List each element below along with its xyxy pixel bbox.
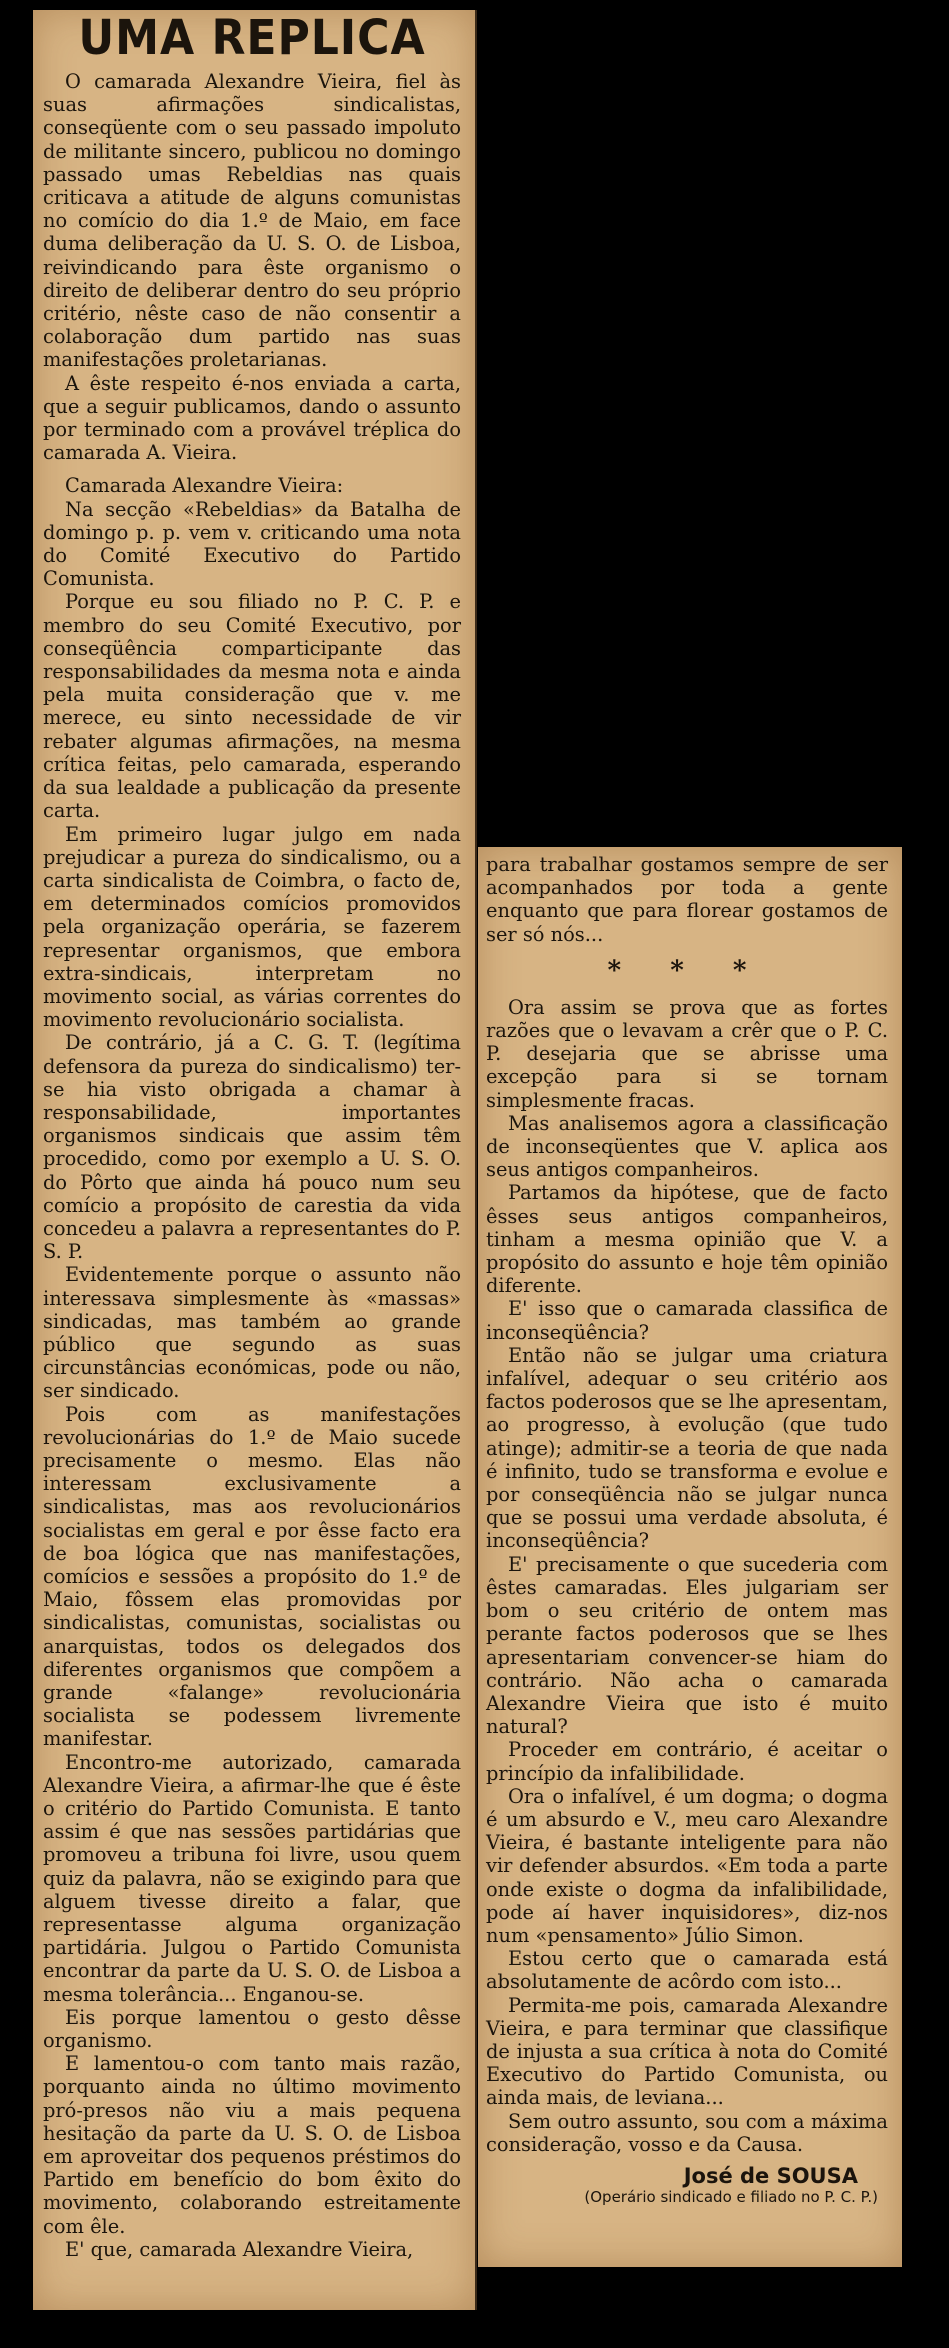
closing-paragraph: Sem outro assunto, sou com a máxima consideração, vosso e da Causa.: [486, 2109, 888, 2156]
right-column: [478, 847, 902, 2267]
letter-paragraph: E' que, camarada Alexandre Vieira,: [65, 2237, 414, 2261]
letter-paragraph: Partamos da hipótese, que de facto êsses seus antigos companheiros, tinham a mesma opinião que V. a propósito do assunto e hoje têm opinião diferente.: [486, 1181, 888, 1298]
letter-paragraph: E lamentou-o com tanto mais razão, porquanto ainda no último movimento pró-presos não viu a mais pequena hesitação da parte da U. S. O. de Lisboa em aproveitar dos pequenos préstimos do Partido em benefício do bom êxito do movimento, colaborando estreitamente com êle.: [43, 2052, 461, 2238]
letter-paragraph: Evidentemente porque o assunto não interessava simplesmente às «massas» sindicadas, mas também ao grande público que segundo as suas circunstâncias económicas, pode ou não, ser sindicado.: [43, 1263, 461, 1403]
letter-paragraph: Porque eu sou filiado no P. C. P. e membro do seu Comité Executivo, por conseqüência comparticipante das responsabilidades da mesma nota e ainda pela muita consideração que v. me merece, eu sinto necessidade de vir rebater algumas afirmações, na mesma crítica feitas, pelo camarada, esperando da sua lealdade a publicação da presente carta.: [43, 590, 461, 823]
letter-paragraph: Encontro-me autorizado, camarada Alexandre Vieira, a afirmar-lhe que é êste o critério do Partido Comunista. E tanto assim é que nas sessões partidárias que promoveu a tribuna foi livre, usou quem quiz da palavra, não se exigindo para que alguem tivesse direito a falar, que representasse alguma organização partidária. Julgou o Partido Comunista encontrar da parte da U. S. O. de Lisboa a mesma tolerância... Enganou-se.: [43, 1750, 461, 2006]
letter-paragraph: De contrário, já a C. G. T. (legítima defensora da pureza do sindicalismo) ter-se hia visto obrigada a chamar à responsabilidade, importantes organismos sindicais que assim têm procedido, como por exemplo a U. S. O. do Pôrto que ainda há pouco num seu comício a propósito de carestia da vida concedeu a palavra a representantes do P. S. P.: [43, 1031, 461, 1264]
letter-paragraph: Em primeiro lugar julgo em nada prejudicar a pureza do sindicalismo, ou a carta sindicalista de Coimbra, o facto de, em determinados comícios promovidos pela organização operária, se fazerem representar organismos, que embora extra-sindicais, interpretam no movimento social, as várias correntes do movimento revolucionário socialista.: [43, 822, 461, 1032]
section-separator: * * *: [607, 955, 767, 986]
letter-paragraph: Ora o infalível, é um dogma; o dogma é um absurdo e V., meu caro Alexandre Vieira, é bastante inteligente para não vir defender absurdos. «Em toda a parte onde existe o dogma da infalibilidade, pode aí haver inquisidores», diz-nos num «pensamento» Júlio Simon.: [486, 1784, 888, 1947]
left-column: [33, 10, 477, 2310]
signature-note: (Operário sindicado e filiado no P. C. P.): [584, 2187, 878, 2206]
letter-paragraph: E' isso que o camarada classifica de inconseqüência?: [486, 1297, 888, 1344]
letter-paragraph: E' precisamente o que sucederia com êstes camaradas. Eles julgariam ser bom o seu critério de ontem mas perante factos poderosos que se lhes apresentariam convencer-se hiam do contrário. Não acha o camarada Alexandre Vieira que isto é muito natural?: [486, 1552, 888, 1739]
letter-paragraph: Ora assim se prova que as fortes razões que o levavam a crêr que o P. C. P. desejaria que se abrisse uma excepção para si se tornam simplesmente fracas.: [486, 995, 888, 1112]
letter-paragraph: Permita-me pois, camarada Alexandre Vieira, e para terminar que classifique de injusta a sua crítica à nota do Comité Executivo do Partido Comunista, ou ainda mais, de leviana...: [486, 1993, 888, 2110]
letter-paragraph: Mas analisemos agora a classificação de inconseqüentes que V. aplica aos seus antigos companheiros.: [486, 1111, 888, 1182]
letter-paragraph: Estou certo que o camarada está absolutamente de acôrdo com isto...: [486, 1947, 888, 1994]
letter-paragraph: para trabalhar gostamos sempre de ser acompanhados por toda a gente enquanto que para florear gostamos de ser só nós...: [486, 853, 888, 946]
letter-salutation: Camarada Alexandre Vieira:: [65, 474, 344, 498]
letter-paragraph: Pois com as manifestações revolucionárias do 1.º de Maio sucede precisamente o mesmo. Elas não interessam exclusivamente a sindicalistas, mas aos revolucionários socialistas em geral e por êsse facto era de boa lógica que nas manifestações, comícios e sessões a propósito do 1.º de Maio, fôssem elas promovidas por sindicalistas, comunistas, socialistas ou anarquistas, todos os delegados dos diferentes organismos que compõem a grande «falange» revolucionária socialista se podessem livremente manifestar.: [43, 1402, 461, 1751]
letter-paragraph: Na secção «Rebeldias» da Batalha de domingo p. p. vem v. criticando uma nota do Comité Executivo do Partido Comunista.: [43, 497, 461, 591]
signature-name: José de SOUSA: [683, 2163, 858, 2188]
article-headline: UMA REPLICA: [78, 10, 426, 66]
letter-paragraph: Então não se julgar uma criatura infalível, adequar o seu critério aos factos poderosos que se lhe apresentam, ao progresso, à evolução (que tudo atinge); admitir-se a teoria de que nada é infinito, tudo se transforma e evolue e por conseqüência não se julgar nunca que se possui uma verdade absoluta, é inconseqüência?: [486, 1343, 888, 1553]
intro-paragraph: O camarada Alexandre Vieira, fiel às suas afirmações sindicalistas, conseqüente com o seu passado impoluto de militante sincero, publicou no domingo passado umas Rebeldias nas quais criticava a atitude de alguns comunistas no comício do dia 1.º de Maio, em face duma deliberação da U. S. O. de Lisboa, reivindicando para êste organismo o direito de deliberar dentro do seu próprio critério, nêste caso de não consentir a colaboração dum partido nas suas manifestações proletarianas.: [43, 70, 461, 372]
intro-paragraph: A êste respeito é-nos enviada a carta, que a seguir publicamos, dando o assunto por terminado com a provável tréplica do camarada A. Vieira.: [43, 371, 461, 465]
letter-paragraph: Proceder em contrário, é aceitar o princípio da infalibilidade.: [486, 1738, 888, 1785]
letter-paragraph: Eis porque lamentou o gesto dêsse organismo.: [43, 2005, 461, 2053]
